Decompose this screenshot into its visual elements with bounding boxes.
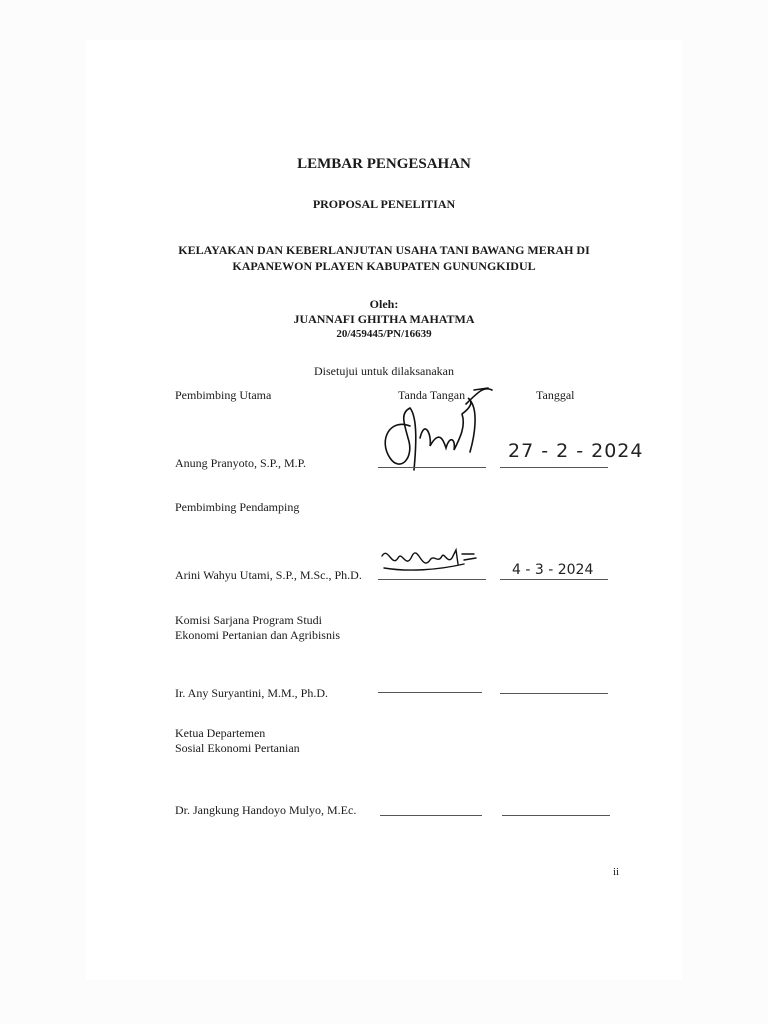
approver-1-date-line — [500, 467, 608, 468]
approver-3-date-line — [500, 693, 608, 694]
author-name: JUANNAFI GHITHA MAHATMA — [293, 312, 475, 326]
approver-2-date-line — [500, 579, 608, 580]
signature-2-icon — [378, 542, 488, 578]
approval-statement: Disetujui untuk dilaksanakan — [314, 364, 454, 378]
approver-2-role: Pembimbing Pendamping — [175, 500, 300, 514]
approver-2-name: Arini Wahyu Utami, S.P., M.Sc., Ph.D. — [175, 568, 362, 582]
approver-3-signature-line — [378, 692, 482, 693]
research-title-line-2: KAPANEWON PLAYEN KABUPATEN GUNUNGKIDUL — [232, 259, 536, 273]
approver-3-role-line-1: Komisi Sarjana Program Studi — [175, 613, 322, 627]
approver-1-name: Anung Pranyoto, S.P., M.P. — [175, 456, 307, 470]
approver-2-date: 4 - 3 - 2024 — [512, 562, 594, 578]
page-number: ii — [613, 866, 620, 878]
column-date-header: Tanggal — [536, 388, 575, 402]
signature-1-icon — [370, 378, 500, 478]
approver-2-signature-line — [378, 579, 486, 580]
research-title-line-1: KELAYAKAN DAN KEBERLANJUTAN USAHA TANI BAWANG MERAH DI — [178, 243, 590, 257]
document-subtitle: PROPOSAL PENELITIAN — [312, 197, 456, 211]
approver-4-name: Dr. Jangkung Handoyo Mulyo, M.Ec. — [175, 803, 357, 817]
approver-3-role-line-2: Ekonomi Pertanian dan Agribisnis — [175, 628, 340, 642]
approver-3-name: Ir. Any Suryantini, M.M., Ph.D. — [175, 686, 329, 700]
approver-4-role-line-1: Ketua Departemen — [175, 726, 266, 740]
approver-1-date: 27 - 2 - 2024 — [508, 440, 644, 462]
student-id: 20/459445/PN/16639 — [336, 328, 432, 340]
by-label: Oleh: — [369, 297, 399, 311]
column-signature-header: Tanda Tangan — [398, 388, 466, 402]
column-role-header: Pembimbing Utama — [175, 388, 272, 402]
approver-4-date-line — [502, 815, 610, 816]
approver-1-signature-line — [378, 467, 486, 468]
document-title: LEMBAR PENGESAHAN — [297, 156, 471, 172]
approver-4-signature-line — [380, 815, 482, 816]
approver-4-role-line-2: Sosial Ekonomi Pertanian — [175, 741, 300, 755]
